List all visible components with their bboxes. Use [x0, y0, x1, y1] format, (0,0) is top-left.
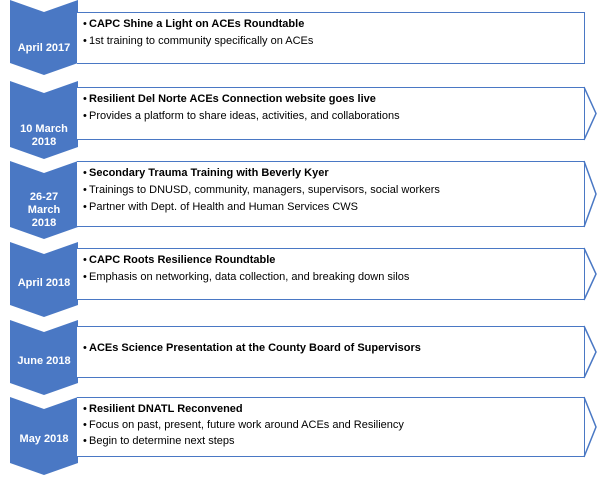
date-label [10, 433, 78, 446]
date-line: 10 March [20, 123, 68, 135]
event-card [77, 397, 585, 457]
date-line: 2018 [31, 136, 57, 148]
date-label [10, 191, 78, 230]
date-line: April 2017 [17, 42, 71, 54]
bullet-glyph: • [83, 254, 87, 266]
bullet-glyph: • [83, 435, 87, 447]
chevron-shape [10, 0, 78, 75]
date-line: March [27, 204, 61, 216]
date-line: April 2018 [17, 277, 71, 289]
bullet-glyph: • [83, 18, 87, 30]
date-label [10, 123, 78, 149]
card-arrow-cap [584, 161, 596, 227]
event-bullet: • Begin to determine next steps [83, 435, 235, 447]
date-chevron [10, 320, 78, 395]
event-card [77, 248, 585, 300]
bullet-glyph: • [83, 403, 87, 415]
bullet-glyph: • [83, 271, 87, 283]
bullet-glyph: • [83, 93, 87, 105]
date-line: 2018 [31, 217, 57, 229]
event-bullet: • Provides a platform to share ideas, activities, and collaborations [83, 108, 578, 125]
bullet-glyph: • [83, 201, 87, 213]
date-line: June 2018 [17, 355, 71, 367]
card-arrow-cap [584, 397, 596, 457]
date-chevron [10, 81, 78, 159]
date-label [10, 42, 78, 55]
bullet-glyph: • [83, 419, 87, 431]
event-bullet: • Trainings to DNUSD, community, managers, supervisors, social workers [83, 182, 578, 199]
date-line: May 2018 [19, 433, 69, 445]
event-bullet: • CAPC Roots Resilience Roundtable [83, 252, 578, 269]
bullet-glyph: • [83, 35, 87, 47]
event-bullet: • 1st training to community specifically on ACEs [83, 33, 578, 50]
event-card [77, 161, 585, 227]
bullet-glyph: • [83, 184, 87, 196]
card-arrow-cap [584, 87, 596, 140]
event-card [77, 87, 585, 140]
event-card [77, 326, 585, 378]
card-arrow-cap [584, 248, 596, 300]
event-bullet: • Resilient DNATL Reconvened [83, 403, 243, 415]
event-bullet: • Emphasis on networking, data collection, and breaking down silos [83, 269, 578, 286]
date-label [10, 355, 78, 368]
bullet-glyph: • [83, 342, 87, 354]
date-chevron [10, 242, 78, 317]
event-bullet: • Secondary Trauma Training with Beverly Kyer [83, 165, 578, 182]
event-bullet: • ACEs Science Presentation at the County Board of Supervisors [83, 340, 578, 357]
bullet-glyph: • [83, 110, 87, 122]
event-bullet: • Partner with Dept. of Health and Human Services CWS [83, 199, 578, 216]
event-bullet: • Resilient Del Norte ACEs Connection website goes live [83, 91, 578, 108]
date-chevron [10, 397, 78, 475]
event-bullet: • CAPC Shine a Light on ACEs Roundtable [83, 16, 578, 33]
bullet-glyph: • [83, 167, 87, 179]
date-chevron [10, 161, 78, 239]
card-arrow-cap [584, 326, 596, 378]
date-line: 26-27 [29, 191, 59, 203]
date-label [10, 277, 78, 290]
event-bullet: • Focus on past, present, future work around ACEs and Resiliency [83, 419, 404, 431]
date-chevron [10, 0, 78, 75]
event-card [77, 12, 585, 64]
